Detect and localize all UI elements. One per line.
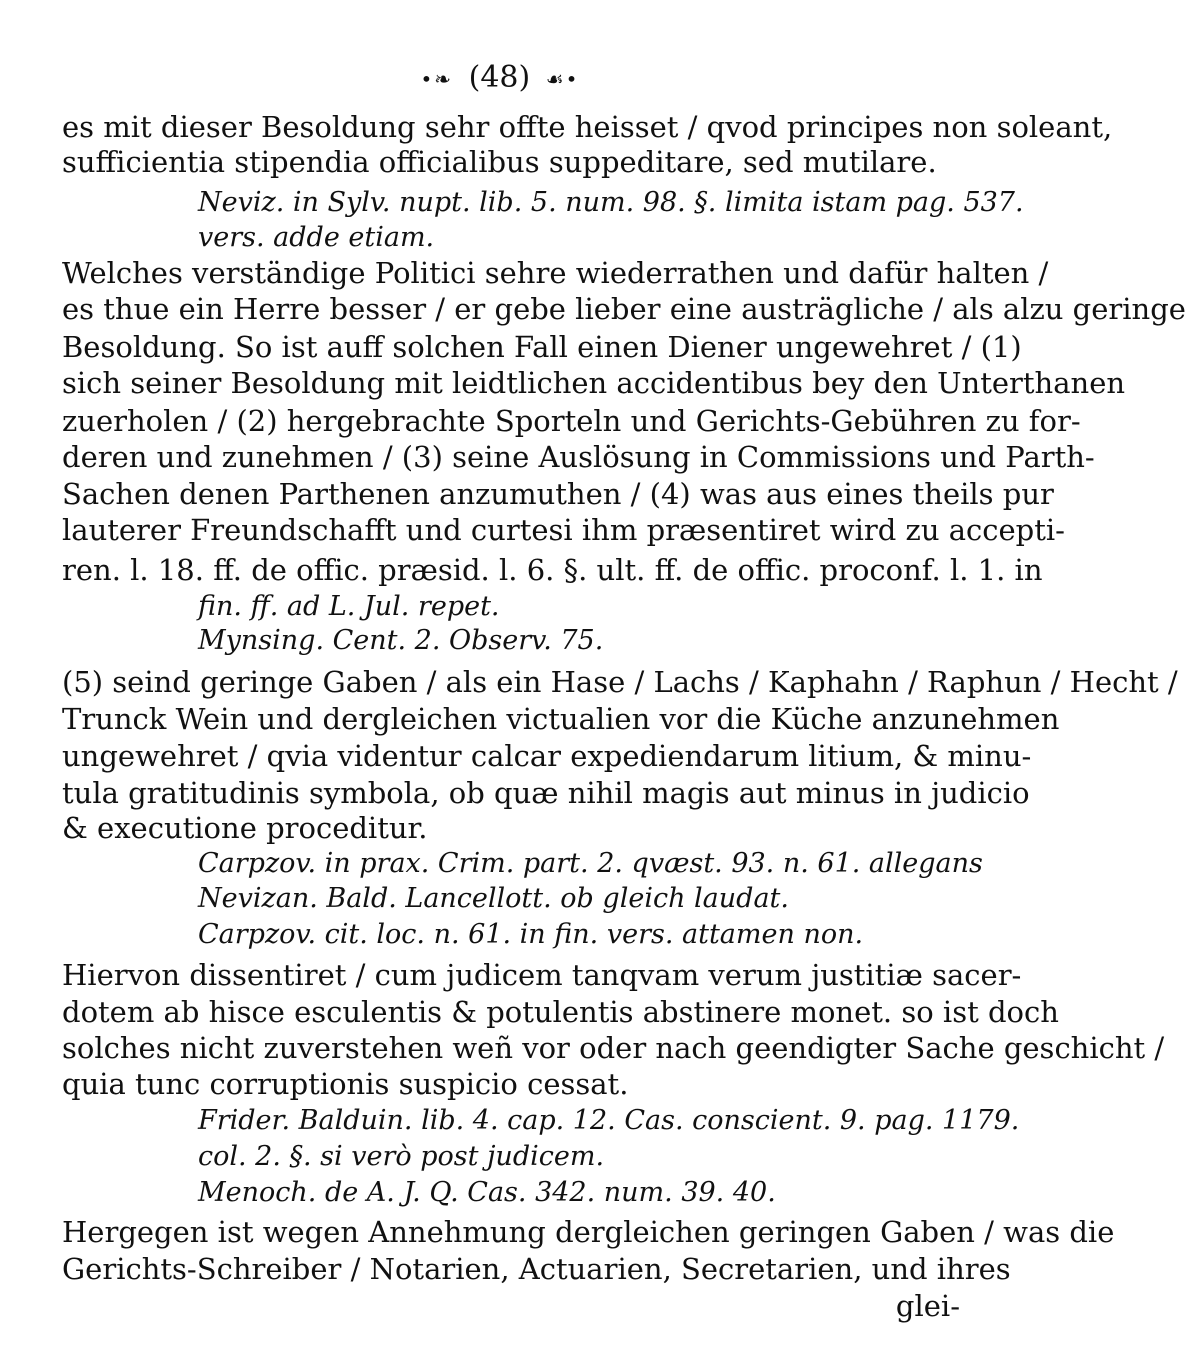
citation-line: Carpzov. in prax. Crim. part. 2. qvæst. 93. n. 61. allegans: [198, 848, 983, 879]
page-header: [0, 58, 1000, 99]
text-line: quia tunc corruptionis suspicio cessat.: [62, 1067, 629, 1101]
text-line: tula gratitudinis symbola, ob quæ nihil magis aut minus in judicio: [62, 776, 1030, 810]
citation-line: Frider. Balduin. lib. 4. cap. 12. Cas. conscient. 9. pag. 1179.: [198, 1105, 1020, 1136]
text-line: Gerichts-Schreiber / Notarien, Actuarien, Secretarien, und ihres: [62, 1252, 1011, 1286]
text-line: es mit dieser Besoldung sehr offte heisset / qvod principes non soleant,: [62, 110, 1113, 144]
text-line: dotem ab hisce esculentis & potulentis abstinere monet. so ist doch: [62, 995, 1059, 1029]
citation-line: col. 2. §. si verò post judicem.: [198, 1141, 605, 1172]
text-line: Welches verständige Politici sehre wiederrathen und dafür halten /: [62, 256, 1049, 290]
text-line: ungewehret / qvia videntur calcar expediendarum litium, & minu-: [62, 739, 1032, 773]
citation-line: Neviz. in Sylv. nupt. lib. 5. num. 98. §. limita istam pag. 537.: [198, 187, 1024, 218]
right-ornament: ☙•: [545, 67, 580, 91]
text-line: Sachen denen Parthenen anzumuthen / (4) was aus eines theils pur: [62, 477, 1054, 511]
citation-line: Menoch. de A. J. Q. Cas. 342. num. 39. 40.: [198, 1177, 776, 1208]
citation-line: Mynsing. Cent. 2. Observ. 75.: [198, 625, 604, 656]
citation-line: Nevizan. Bald. Lancellott. ob gleich laudat.: [198, 883, 789, 914]
citation-line: fin. ff. ad L. Jul. repet.: [198, 591, 500, 622]
text-line: Hiervon dissentiret / cum judicem tanqvam verum justitiæ sacer-: [62, 958, 1022, 992]
text-line: es thue ein Herre besser / er gebe lieber eine austrägliche / als alzu geringe: [62, 292, 1186, 326]
left-ornament: •❧: [420, 67, 454, 91]
page-number: (48): [468, 60, 531, 95]
text-line: Trunck Wein und dergleichen victualien vor die Küche anzunehmen: [62, 702, 1060, 736]
text-line: & executione proceditur.: [62, 811, 428, 845]
text-line: lauterer Freundschafft und curtesi ihm præsentiret wird zu accepti-: [62, 513, 1065, 547]
citation-line: Carpzov. cit. loc. n. 61. in fin. vers. attamen non.: [198, 919, 864, 950]
text-line: Besoldung. So ist auff solchen Fall einen Diener ungewehret / (1): [62, 330, 1022, 364]
text-line: zuerholen / (2) hergebrachte Sporteln und Gerichts-Gebühren zu for-: [62, 404, 1081, 438]
text-line: sich seiner Besoldung mit leidtlichen accidentibus bey den Unterthanen: [62, 366, 1126, 400]
text-line: (5) seind geringe Gaben / als ein Hase / Lachs / Kaphahn / Raphun / Hecht /: [62, 665, 1178, 699]
citation-line: vers. adde etiam.: [198, 222, 435, 253]
text-line: sufficientia stipendia officialibus suppeditare, sed mutilare.: [62, 145, 937, 179]
text-line: Hergegen ist wegen Annehmung dergleichen geringen Gaben / was die: [62, 1215, 1115, 1249]
catchword: glei-: [895, 1289, 960, 1323]
text-line: ren. l. 18. ff. de offic. præsid. l. 6. §. ult. ff. de offic. proconf. l. 1. in: [62, 553, 1043, 587]
text-line: solches nicht zuverstehen weñ vor oder nach geendigter Sache geschicht /: [62, 1031, 1165, 1065]
text-line: deren und zunehmen / (3) seine Auslösung in Commissions und Parth-: [62, 440, 1095, 474]
